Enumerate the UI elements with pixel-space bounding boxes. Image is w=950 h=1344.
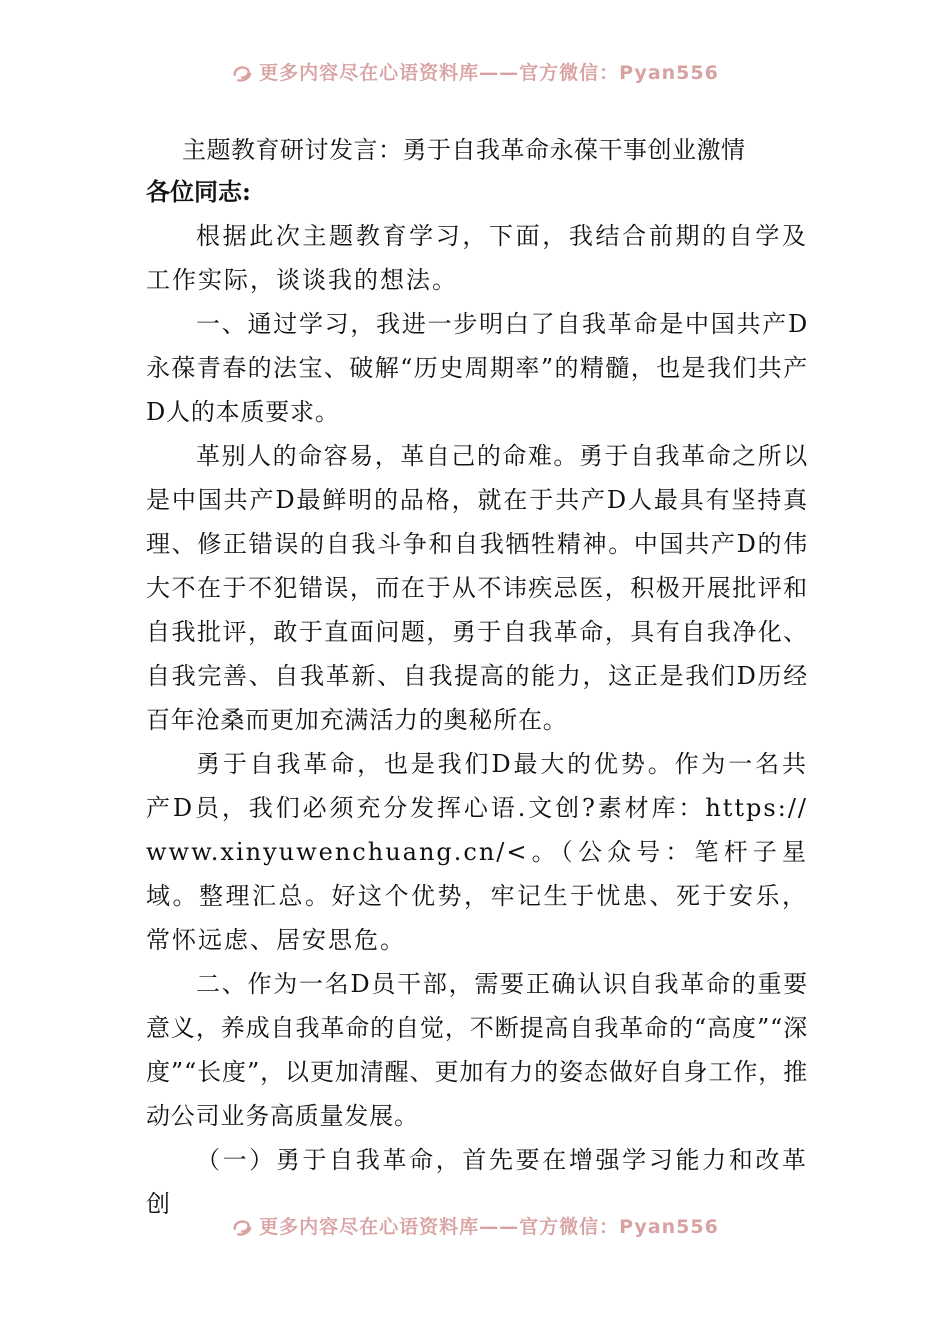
paragraph-intro: 根据此次主题教育学习，下面，我结合前期的自学及工作实际，谈谈我的想法。 [146,222,808,294]
document-page [146,122,808,1226]
salutation: 各位同志: [146,177,251,206]
paragraph-advantage: 勇于自我革命，也是我们D最大的优势。作为一名共产D员，我们必须充分发挥心语.文创?素材库：https://www.xinyuwenchuang.cn/<。（公众号：笔杆子星域。整理汇总。好这个优势，牢记生于忧患、死于安乐，常怀远虑、居安思危。 [146,750,808,954]
header-watermark [0,58,950,85]
paragraph-section-two: 二、作为一名D员干部，需要正确认识自我革命的重要意义，养成自我革命的自觉，不断提高自我革命的“高度”“深度”“长度”，以更加清醒、更加有力的姿态做好自身工作，推动公司业务高质量发展。 [146,970,808,1130]
watermark-logo-icon [231,62,253,84]
paragraph-subsection-one: （一）勇于自我革命，首先要在增强学习能力和改革创 [146,1146,808,1218]
document-title: 主题教育研讨发言：勇于自我革命永葆干事创业激情 [182,136,746,164]
watermark-text: 更多内容尽在心语资料库——官方微信：Pyan556 [259,62,719,84]
watermark-text: 更多内容尽在心语资料库——官方微信：Pyan556 [259,1216,719,1238]
paragraph-self-revolution: 革别人的命容易，革自己的命难。勇于自我革命之所以是中国共产D最鲜明的品格，就在于共产D人最具有坚持真理、修正错误的自我斗争和自我牺牲精神。中国共产D的伟大不在于不犯错误，而在于从不讳疾忌医，积极开展批评和自我批评，敢于直面问题，勇于自我革命，具有自我净化、自我完善、自我革新、自我提高的能力，这正是我们D历经百年沧桑而更加充满活力的奥秘所在。 [146,442,808,734]
footer-watermark [0,1212,950,1239]
watermark-logo-icon [231,1216,253,1238]
paragraph-section-one: 一、通过学习，我进一步明白了自我革命是中国共产D永葆青春的法宝、破解“历史周期率”的精髓，也是我们共产D人的本质要求。 [146,310,808,426]
